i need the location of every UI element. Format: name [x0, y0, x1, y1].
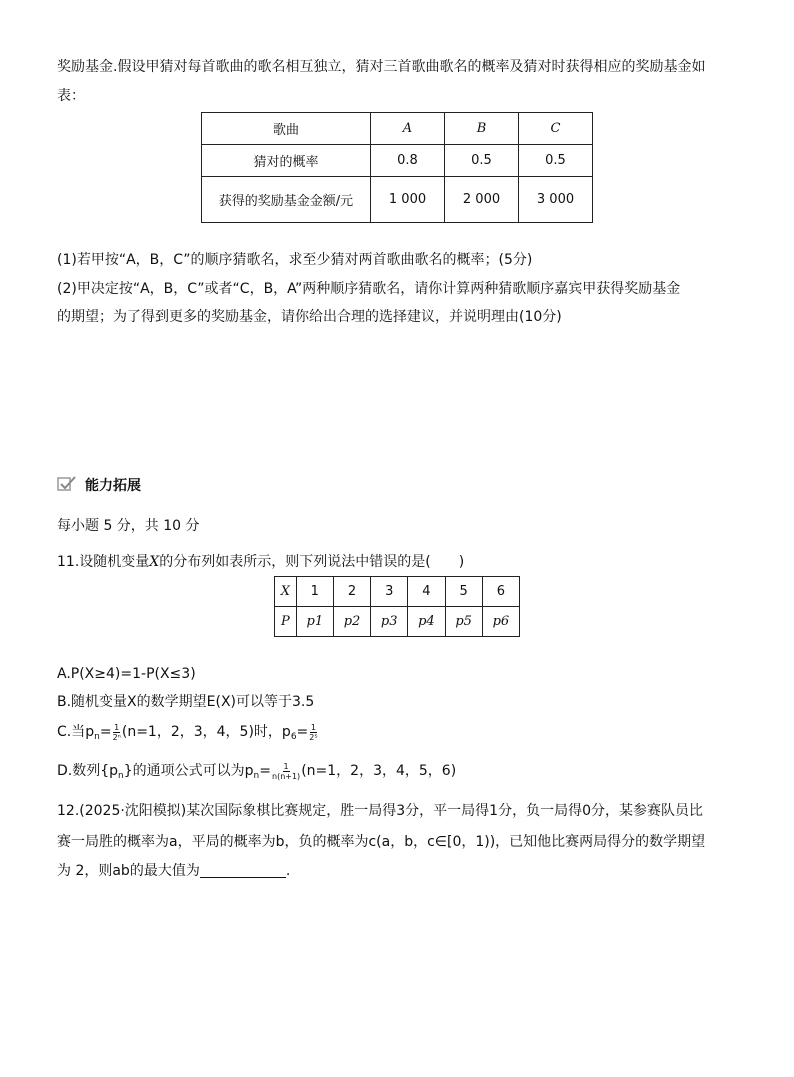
table-row [202, 145, 593, 177]
option-d [57, 761, 456, 781]
option-b: B.随机变量X的数学期望E(X)可以等于3.5 [57, 694, 315, 710]
table-cell: p1 [296, 607, 333, 637]
table-cell: 5 [445, 577, 482, 607]
table-header-cell: A [371, 113, 445, 145]
table-cell: 获得的奖励基金金额/元 [202, 177, 371, 223]
fraction-denominator: 2ⁿ [112, 732, 121, 742]
subscript: n [253, 771, 260, 781]
section-subtitle: 每小题 5 分，共 10 分 [57, 518, 200, 534]
fraction-numerator: 1 [114, 722, 120, 732]
table-header-cell: P [275, 607, 297, 637]
fraction-denominator: 2⁵ [309, 732, 318, 742]
intro-line-1: 奖励基金.假设甲猜对每首歌曲的歌名相互独立，猜对三首歌曲歌名的概率及猜对时获得相应的奖励基金如 [57, 59, 706, 75]
fraction [113, 723, 121, 742]
table-cell: 2 [333, 577, 370, 607]
question-1: (1)若甲按“A，B，C”的顺序猜歌名，求至少猜对两首歌曲歌名的概率；(5分) [57, 252, 533, 268]
table-cell: 0.5 [519, 145, 593, 177]
fraction-numerator: 1 [283, 761, 289, 771]
section-title: 能力拓展 [85, 478, 141, 494]
table-cell: 6 [482, 577, 519, 607]
question-2-line-2: 的期望；为了得到更多的奖励基金，请你给出合理的选择建议，并说明理由(10分) [57, 309, 562, 325]
option-text: = [259, 763, 271, 779]
table-header-cell: X [275, 577, 297, 607]
fraction [272, 762, 300, 781]
subscript: n [94, 732, 100, 742]
table-cell: 0.8 [371, 145, 445, 177]
table-cell: 3 000 [519, 177, 593, 223]
stem-text: 的分布列如表所示，则下列说法中错误的是( [159, 554, 431, 570]
intro-line-2: 表： [57, 88, 85, 104]
fraction-denominator: n(n+1) [272, 771, 301, 781]
section-header [57, 475, 141, 495]
answer-blank[interactable] [200, 863, 286, 878]
problem-11-stem [57, 552, 464, 572]
table-cell: p4 [408, 607, 445, 637]
table-cell: p2 [333, 607, 370, 637]
option-text: }的通项公式可以为p [123, 763, 254, 779]
table-header-cell: B [445, 113, 519, 145]
table-cell: 猜对的概率 [202, 145, 371, 177]
table-cell: 0.5 [445, 145, 519, 177]
table-cell: 3 [371, 577, 408, 607]
subscript: n [118, 771, 124, 781]
option-a: A.P(X≥4)=1-P(X≤3) [57, 666, 196, 682]
option-text: = [296, 724, 309, 740]
option-text: C.当p [57, 724, 95, 740]
prize-table [201, 112, 593, 223]
table-cell: p6 [482, 607, 519, 637]
table-cell: p5 [445, 607, 482, 637]
table-row [275, 607, 520, 637]
problem-12-line-3 [57, 861, 290, 881]
question-2-line-1: (2)甲决定按“A，B，C”或者“C，B，A”两种顺序猜歌名，请你计算两种猜歌顺序嘉宾甲获得奖励基金 [57, 281, 681, 297]
table-row [202, 177, 593, 223]
table-cell: 1 000 [371, 177, 445, 223]
table-header-cell: C [519, 113, 593, 145]
subscript: 6 [290, 732, 297, 742]
option-text: D.数列{p [57, 763, 119, 779]
problem-12-line-2: 赛一局胜的概率为a，平局的概率为b，负的概率为c(a，b，c∈[0，1))，已知他比赛两局得分的数学期望 [57, 834, 706, 850]
option-text: = [99, 724, 112, 740]
variable-x: X [149, 554, 160, 570]
fraction [309, 723, 317, 742]
option-text: (n=1，2，3，4，5)时，p [121, 724, 291, 740]
checkbox-icon [57, 475, 77, 495]
fraction-numerator: 1 [310, 722, 316, 732]
problem-12-line-1: 12.(2025·沈阳模拟)某次国际象棋比赛规定，胜一局得3分，平一局得1分，负一局得0分，某参赛队员比 [57, 803, 703, 819]
table-cell: 4 [408, 577, 445, 607]
table-row [202, 113, 593, 145]
table-cell: p3 [371, 607, 408, 637]
stem-text: 11.设随机变量 [57, 554, 150, 570]
option-text: (n=1，2，3，4，5，6) [301, 763, 457, 779]
table-header-cell: 歌曲 [202, 113, 371, 145]
problem-text: 为 2，则ab的最大值为 [57, 863, 200, 879]
table-cell: 1 [296, 577, 333, 607]
distribution-table [274, 576, 520, 637]
option-c [57, 722, 319, 742]
table-cell: 2 000 [445, 177, 519, 223]
problem-text: . [285, 863, 291, 879]
stem-text: ) [458, 554, 465, 570]
table-row [275, 577, 520, 607]
